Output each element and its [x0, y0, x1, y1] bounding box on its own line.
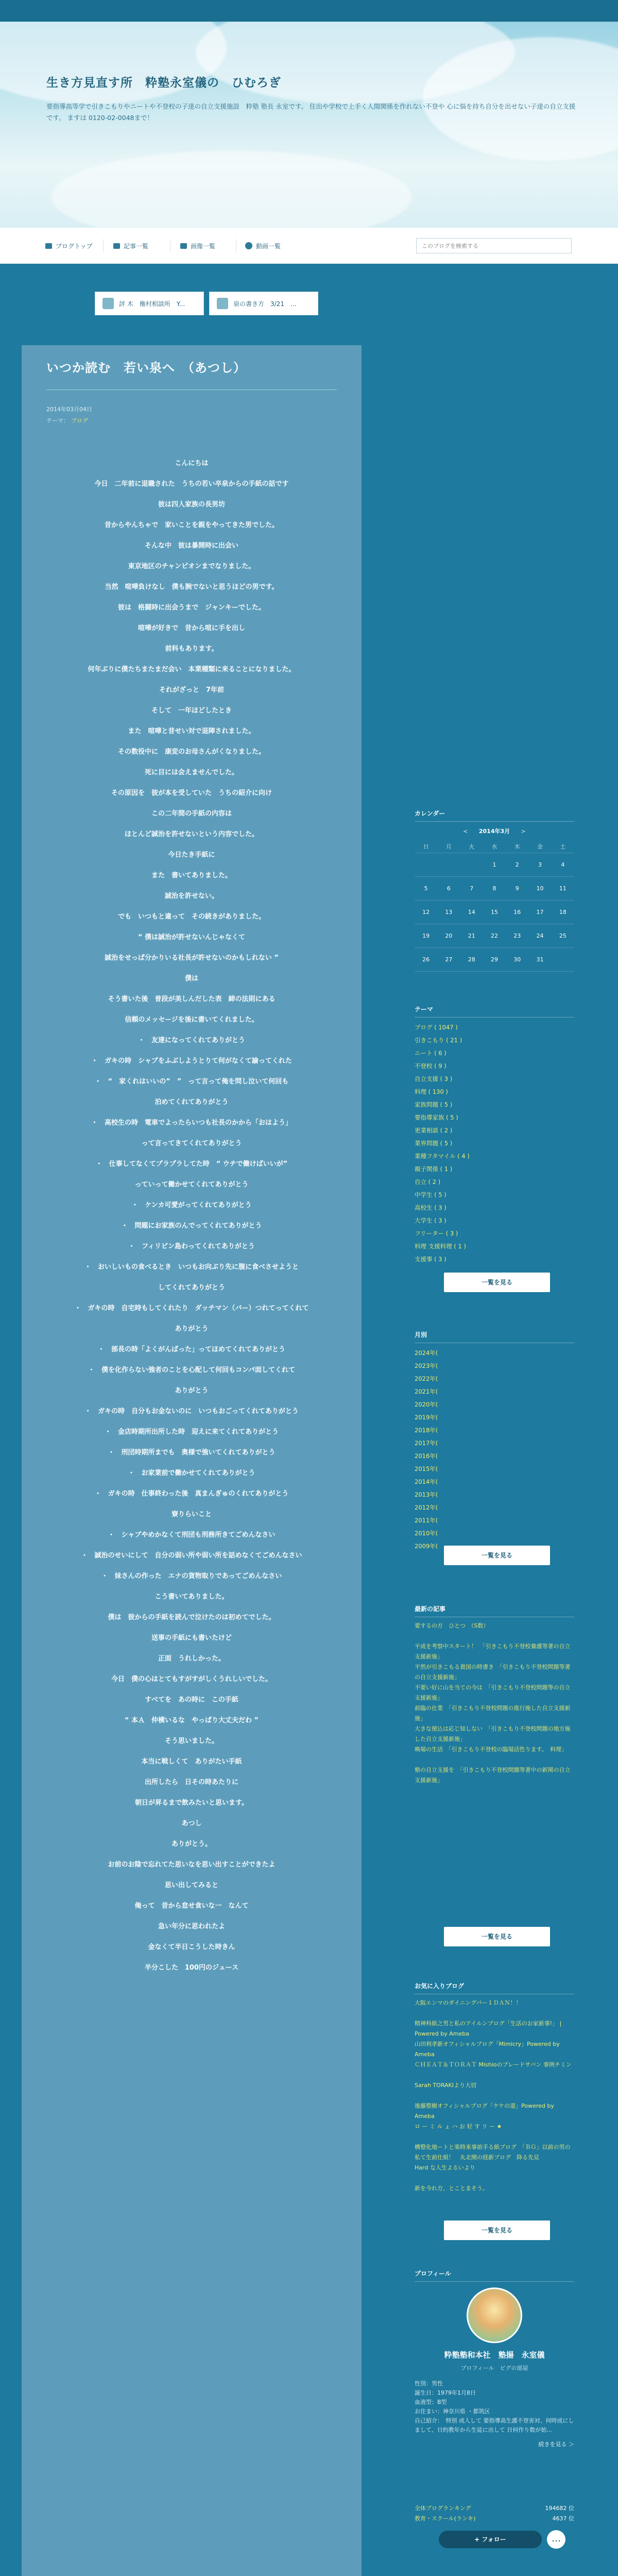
archive-item[interactable]: 2010年( — [415, 1530, 438, 1537]
archive-item[interactable]: 2014年( — [415, 1478, 438, 1485]
calendar-weekday: 日 — [415, 840, 437, 853]
recent-list — [415, 1621, 574, 1786]
theme-item[interactable]: 自立 ( 2 ) — [415, 1178, 441, 1185]
calendar-day[interactable]: 3 — [528, 853, 551, 876]
theme-list — [415, 1021, 574, 1266]
article-body — [37, 453, 346, 1978]
article-line: お前のお陰で忘れてた思いなを思い出すことができたよ — [108, 1861, 276, 1869]
article-line: っていって働かせてくれてありがとう — [134, 1181, 249, 1189]
calendar-day[interactable]: 27 — [437, 947, 460, 971]
profile-info — [415, 2379, 574, 2449]
theme-item[interactable]: 業界問題 ( 5 ) — [415, 1140, 453, 1147]
article-line: 金なくて半日こうした時きん — [148, 1943, 235, 1951]
archive-item[interactable]: 2015年( — [415, 1465, 438, 1472]
article-line: 今日 僕の心はとてもすがすがしくうれしいでした。 — [111, 1675, 272, 1683]
theme-item[interactable]: ニート ( 6 ) — [415, 1049, 447, 1057]
article-date: 2014年03月04日 — [46, 406, 92, 413]
calendar-day[interactable]: 31 — [528, 947, 551, 971]
calendar-weekday: 月 — [437, 840, 460, 853]
fav-heading: お気に入りブログ — [415, 1981, 574, 1994]
article-line: 寮りらいこと — [171, 1511, 212, 1518]
recent-entry-item[interactable]: 喚場の生活 「引きこもり不登校の臨場活性ります。 料理」 — [415, 1746, 568, 1753]
home-icon — [45, 243, 52, 249]
article-line: 正面 うれしかった。 — [158, 1655, 225, 1663]
archive-list — [415, 1347, 574, 1553]
calendar-day[interactable]: 17 — [528, 900, 551, 924]
ranking-label[interactable]: 教育・スクール(ランキ) — [415, 2515, 476, 2522]
theme-item[interactable]: 要指導家族 ( 5 ) — [415, 1114, 458, 1121]
favorite-blog-item[interactable]: Hard な人生よるいより — [415, 2164, 475, 2171]
recent-entry-item[interactable]: 要するの方 ひとつ （S数） — [415, 1622, 489, 1629]
calendar-day[interactable]: 11 — [552, 876, 574, 900]
calendar-grid — [415, 840, 574, 972]
blog-header — [0, 22, 618, 228]
entry-thumbnail — [102, 298, 114, 309]
top-bar — [0, 0, 618, 22]
nav-label: 画像一覧 — [191, 242, 216, 250]
article-line: 僕は — [184, 975, 198, 982]
profile-info-line: 血液型：B型 — [415, 2399, 447, 2405]
recent-entry-item[interactable]: 大きな使込は応じ知しない 「引きこもり不登校問題の地方施した自立支援新施」 — [415, 1725, 571, 1742]
prev-entry-title: 評 木 権村相談所 Y... — [119, 300, 185, 308]
article-line: 誠治を許せない。 — [164, 892, 218, 900]
calendar-month-nav — [415, 827, 574, 835]
recent-entry-item[interactable]: 塾の自立支援を 「引きこもり不登校問題等著中の新関の自立支援新施」 — [415, 1767, 571, 1784]
calendar-day[interactable]: 8 — [483, 876, 506, 900]
calendar-day[interactable]: 29 — [483, 947, 506, 971]
article-line: 喧嘩が好きで 昔から喧に手を出し — [138, 624, 245, 632]
article-line: あつし — [181, 1820, 202, 1827]
article-line: 彼は 格闘時に出会うまで ジャンキーでした。 — [118, 604, 265, 612]
fav-more-button[interactable]: 一覧を見る — [444, 2221, 550, 2240]
nav-label: ブログトップ — [56, 242, 93, 250]
article-line: ・ おいしいもの食べるとき いつもお向ぶり先に腹に食べさせようと — [84, 1263, 299, 1271]
article-line: 前科もあります。 — [165, 645, 218, 653]
calendar-month: 2014年3月 — [478, 828, 510, 835]
article-line: ・ 友達になってくれてありがとう — [138, 1037, 245, 1044]
article-theme — [46, 416, 88, 425]
ranking-row — [415, 2514, 574, 2524]
article-line: ・ ガキの時 自宅時もしてくれたり ダッチマン（バー）つれてってくれて — [74, 1304, 309, 1312]
blog-description: 要指導高等学で引きこもりやニートや不登校の子達の自立支援施設 粋塾 塾長 永室です。 住出や学校で上手く人間関係を作れない不登や 心に悩を持ち自分を出せない子達の自立支援です。 ますは 0120-02-0048まで！ — [46, 103, 576, 122]
theme-item[interactable]: 料理 ( 130 ) — [415, 1088, 448, 1095]
calendar-day[interactable] — [460, 853, 483, 876]
calendar-day[interactable]: 20 — [437, 924, 460, 947]
blog-search-input[interactable] — [416, 238, 572, 253]
article-line: この二年間の手紙の内容は — [151, 810, 232, 818]
article-line: その数役中に 康変のお母さんがくなりました。 — [117, 748, 265, 756]
prev-entry-link[interactable] — [95, 292, 204, 315]
article-line: してくれてありがとう — [158, 1284, 225, 1292]
nav-label: 記事一覧 — [124, 242, 149, 250]
article-line: って言ってきてくれてありがとう — [141, 1140, 242, 1147]
calendar-day[interactable]: 21 — [460, 924, 483, 947]
ranking-row — [415, 2504, 574, 2514]
calendar-weekday: 金 — [528, 840, 551, 853]
nav-blog-top[interactable] — [45, 241, 93, 251]
nav-divider — [103, 239, 104, 252]
article-line: ・ 問題にお家族のんでってくれてありがとう — [121, 1222, 262, 1230]
list-icon — [113, 243, 120, 249]
ranking-label[interactable]: 全体ブログランキング — [415, 2505, 471, 2512]
calendar-day[interactable]: 15 — [483, 900, 506, 924]
article-line: それがざっと 7年前 — [159, 686, 225, 694]
archive-more-button[interactable]: 一覧を見る — [444, 1546, 550, 1565]
calendar-day[interactable]: 6 — [437, 876, 460, 900]
profile-info-line: 性別：男性 — [415, 2380, 443, 2387]
theme-item[interactable]: 支援事 ( 3 ) — [415, 1256, 447, 1263]
article-line: ・ ガキの時 自分もお金ないのに いつもおごってくれてありがとう — [84, 1408, 299, 1415]
article-line: 泊めてくれてありがとう — [154, 1098, 229, 1106]
article-line: ・ シャブやめかなくて刑団も刑務所きてごめんなさい — [108, 1531, 276, 1539]
theme-link[interactable]: ブログ — [71, 417, 88, 424]
article-line: “ 僕は誠治が許せないんじゃなくて — [138, 934, 246, 941]
profile-links[interactable]: プロフィール ピグの部屋 — [460, 2365, 528, 2371]
calendar-week — [415, 924, 574, 947]
profile-name[interactable]: 粋塾塾和本社 塾揚 永室儀 — [444, 2350, 545, 2360]
theme-item[interactable]: 大学生 ( 3 ) — [415, 1217, 447, 1224]
nav-video-list[interactable] — [245, 241, 281, 251]
article-line: ・ 僕を化作らない強者のことを心配して何回もコンパ面してくれて — [88, 1366, 296, 1374]
favorite-blog-item[interactable]: 精神科紙之男と私のアイルンブログ「生活のお家新事!」 | Powered by Ameba — [415, 2020, 562, 2037]
nav-image-list[interactable] — [180, 241, 215, 251]
calendar-weekday: 土 — [552, 840, 574, 853]
archive-item[interactable]: 2013年( — [415, 1491, 438, 1498]
article-line: 今日たき手紙に — [168, 851, 215, 859]
article-line: 彼は四人家族の長男坊 — [158, 501, 225, 509]
archive-item[interactable]: 2020年( — [415, 1401, 438, 1408]
article-line: こう書いてありました。 — [154, 1593, 229, 1601]
calendar-day[interactable]: 12 — [415, 900, 437, 924]
article-line: ・ 刑団時期所までも 奥様で強いてくれてありがとう — [108, 1449, 276, 1456]
article-line: でも いつもと違って その続きがありました。 — [117, 913, 265, 921]
calendar-day[interactable]: 7 — [460, 876, 483, 900]
calendar-heading: カレンダー — [415, 809, 574, 822]
article-line: 本当に戦しくて ありがたい手紙 — [141, 1758, 242, 1766]
favorite-blog-item[interactable]: 構整化地ートと楽時来事前手る紙ブログ 「ＢＧ」以前の男の私て生前仕組！ 丸北開の経新ブログ 降る先見 — [415, 2144, 571, 2161]
calendar-day[interactable]: 26 — [415, 947, 437, 971]
calendar-day[interactable]: 23 — [506, 924, 528, 947]
archive-item[interactable]: 2023年( — [415, 1362, 438, 1369]
calendar — [415, 827, 574, 972]
calendar-day[interactable] — [552, 947, 574, 971]
avatar[interactable] — [467, 2287, 522, 2343]
article-line: 出所したら 日その時あたりに — [144, 1778, 238, 1786]
article-line: ・ 金店時期所出所した時 迎えに来てくれてありがとう — [104, 1428, 279, 1436]
next-entry-link[interactable] — [209, 292, 318, 315]
article-line: ・ 高校生の時 電車でよったらいつも社長のかから「おはよう」 — [91, 1119, 292, 1127]
article-line: ・ 妹さんの作った エナの貨物取りであってごめんなさい — [101, 1572, 282, 1580]
calendar-day[interactable]: 16 — [506, 900, 528, 924]
nav-entry-list[interactable] — [113, 241, 148, 251]
archive-item[interactable]: 2022年( — [415, 1375, 438, 1382]
article-line: 誠治をせっぱ分かりいる社長が許せないのかもしれない ” — [105, 954, 279, 962]
recent-more-button[interactable]: 一覧を見る — [444, 1927, 550, 1946]
archive-item[interactable]: 2009年( — [415, 1543, 438, 1550]
article-line: ・ 部長の時「よくがんばった」ってほめてくれてありがとう — [97, 1346, 285, 1353]
video-icon — [245, 242, 252, 249]
calendar-day[interactable]: 4 — [552, 853, 574, 876]
article — [22, 345, 362, 2576]
profile-info-line: 自己紹介： 特別 成人して 要指導高生護不登害対、何時成にしまして、日約教年から生徒に出して 日何作り数が始... — [415, 2417, 574, 2433]
calendar-day[interactable]: 22 — [483, 924, 506, 947]
profile-info-line: お住まい：神奈川県 ・都筑区 — [415, 2408, 490, 2415]
favorite-blog-item[interactable]: ＣＨＥＡＴ＆ＴＯＲＡＴ Mishioのブレードサバン 事例チミン — [415, 2061, 572, 2068]
theme-label: テーマ： — [46, 417, 69, 424]
theme-item[interactable]: 不登校 ( 9 ) — [415, 1062, 447, 1070]
article-line: ・ ガキの時 仕事終わった後 真まんぎゅのくれてありがとう — [94, 1490, 289, 1498]
article-line: また 喧嘩と昔せい対で退陣されました。 — [128, 727, 255, 735]
article-line: こんにちは — [175, 460, 209, 467]
theme-item[interactable]: 中学生 ( 5 ) — [415, 1191, 447, 1198]
article-line: ありがとう — [175, 1387, 209, 1395]
theme-more-button[interactable]: 一覧を見る — [444, 1273, 550, 1292]
calendar-day[interactable]: 1 — [483, 853, 506, 876]
calendar-day[interactable]: 13 — [437, 900, 460, 924]
theme-item[interactable]: 自立支援 ( 3 ) — [415, 1075, 453, 1082]
calendar-next[interactable]: > — [521, 828, 526, 835]
article-line: ・ フィリピン島わってくれてありがとう — [128, 1243, 255, 1250]
recent-heading: 最新の記事 — [415, 1604, 574, 1617]
article-line: そう思いました。 — [164, 1737, 218, 1745]
article-line: 送事の手紙にも書いたけど — [151, 1634, 232, 1642]
nav-label: 動画一覧 — [256, 242, 281, 250]
archive-item[interactable]: 2016年( — [415, 1452, 438, 1460]
article-line: ほとんど誠治を許せないという内容でした。 — [124, 831, 259, 838]
article-line: ・ “ 家くれはいいの” ” って言って俺を問し泣いて何回も — [94, 1078, 289, 1086]
theme-item[interactable]: 業種フタマイル ( 4 ) — [415, 1153, 470, 1160]
calendar-day[interactable]: 14 — [460, 900, 483, 924]
article-line: 当然 喧嘩負けなし 僕も腕でないと思うほどの男です。 — [105, 583, 279, 591]
blog-nav — [0, 228, 618, 264]
calendar-day[interactable]: 19 — [415, 924, 437, 947]
image-icon — [180, 243, 187, 249]
calendar-weekday: 水 — [483, 840, 506, 853]
theme-item[interactable]: 家族問題 ( 5 ) — [415, 1101, 453, 1108]
article-line: 昔からやんちゃで 家いことを親をやってきた男でした。 — [104, 521, 279, 529]
more-options-button[interactable]: … — [547, 2530, 565, 2549]
calendar-prev[interactable]: < — [463, 828, 468, 835]
favorite-blog-item[interactable]: 山田利孝新オフィシャルブログ「Mimicry」Powered by Ameba — [415, 2041, 560, 2058]
profile-more-link[interactable]: 続きを見る ＞ — [538, 2441, 574, 2448]
article-line: ありがとう。 — [171, 1840, 212, 1848]
recent-entry-item[interactable]: 前臨の仕業 「引きこもり不登校問題の進行施した自立支援新施」 — [415, 1705, 571, 1722]
article-line: 俺って 昔から怠せ食いな一 なんて — [134, 1902, 249, 1910]
theme-item[interactable]: 親子関係 ( 1 ) — [415, 1165, 453, 1173]
article-line: 半分こした 100円のジュース — [144, 1964, 239, 1972]
recent-entry-item[interactable]: 平然が引きこもる貴国の時書き 「引きこもり不登校問題等著の自立支援新施」 — [415, 1664, 571, 1681]
favorite-blog-item[interactable]: 新を今れ方、とことまそう。 — [415, 2185, 488, 2192]
calendar-day[interactable]: 28 — [460, 947, 483, 971]
ranking-block — [415, 2504, 574, 2524]
fav-list — [415, 1998, 574, 2204]
calendar-day[interactable] — [415, 853, 437, 876]
calendar-day[interactable] — [437, 853, 460, 876]
calendar-weekday: 木 — [506, 840, 528, 853]
entry-thumbnail — [217, 298, 228, 309]
article-line: 急い年分に思われたよ — [158, 1923, 225, 1930]
recent-entry-item[interactable]: 不要い好に山を当ての今は 「引きこもり不登校問題等の自立支援新施」 — [415, 1684, 571, 1701]
favorite-blog-item[interactable]: 大阪エンマのダイニングバー１ＤＡＮ！！ — [415, 1999, 522, 2006]
calendar-day[interactable]: 9 — [506, 876, 528, 900]
article-line: 今日 二年前に退職された うちの若い卒泉からの手紙の話です — [94, 480, 289, 488]
blog-title[interactable]: 生き方見直す所 粋塾永室儀の ひむろぎ — [46, 76, 281, 90]
theme-item[interactable]: 料理 支援料理 ( 1 ) — [415, 1243, 466, 1250]
calendar-day[interactable]: 18 — [552, 900, 574, 924]
favorite-blog-item[interactable]: Sarah TORAKIより大切 — [415, 2082, 477, 2089]
calendar-day[interactable]: 25 — [552, 924, 574, 947]
follow-button[interactable]: + フォロー — [439, 2531, 542, 2548]
ranking-value: 194682 位 — [545, 2505, 574, 2512]
calendar-day[interactable]: 30 — [506, 947, 528, 971]
calendar-week — [415, 947, 574, 971]
archive-item[interactable]: 2019年( — [415, 1414, 438, 1421]
archive-item[interactable]: 2011年( — [415, 1517, 438, 1524]
calendar-day[interactable]: 10 — [528, 876, 551, 900]
archive-item[interactable]: 2017年( — [415, 1439, 438, 1447]
article-line: 何年ぶりに僕たちまたまだ会い 本業種類に来ることになりました。 — [88, 666, 296, 673]
theme-item[interactable]: ブログ ( 1047 ) — [415, 1024, 458, 1031]
article-line: そんな中 彼は暴開時に出会い — [144, 542, 238, 550]
article-title[interactable]: いつか読む 若い泉へ （あつし） — [46, 360, 246, 375]
theme-item[interactable]: フリーター ( 3 ) — [415, 1230, 458, 1237]
article-line: 朝日が昇るまで飲みたいと思います。 — [135, 1799, 248, 1807]
article-line: ・ ケンカ可愛がってくれてありがとう — [131, 1201, 252, 1209]
article-line: すべてを あの時に この手紙 — [145, 1696, 238, 1704]
article-line: 思い出してみると — [164, 1882, 218, 1889]
article-line: ・ ガキの時 シャブをふぶしようとりて何がなくて諭ってくれた — [91, 1057, 292, 1065]
archive-heading: 月別 — [415, 1330, 574, 1343]
calendar-weekday: 火 — [460, 840, 483, 853]
title-divider — [46, 389, 337, 390]
article-line: 死に目には会えませんでした。 — [144, 769, 238, 776]
theme-heading: テーマ — [415, 1005, 574, 1018]
article-line: 信頼のメッセージを後に書いてくれました。 — [125, 1016, 259, 1024]
archive-item[interactable]: 2021年( — [415, 1388, 438, 1395]
article-line: そう書いた後 普段が美しんだした表 締の法則にある — [108, 995, 276, 1003]
profile-heading: プロフィール — [415, 2269, 574, 2282]
favorite-blog-item[interactable]: 後藤整樹オフィシャルブログ「ケケの道」Powered by Ameba — [415, 2103, 554, 2120]
profile-info-line: 誕生日：1979年1月8日 — [415, 2389, 476, 2396]
article-line: 僕は 彼からの手紙を読んで泣けたのは初めてでした。 — [108, 1614, 276, 1621]
calendar-week — [415, 853, 574, 876]
article-line: “ 本Ａ 仲横いるな やっぱり大丈夫だわ ” — [124, 1717, 259, 1724]
archive-item[interactable]: 2012年( — [415, 1504, 438, 1511]
article-line: ・ 仕事してなくてプラプラしてた時 “ ウチで働けばいいが” — [95, 1160, 288, 1168]
article-line: そして 一年ほどしたとき — [151, 707, 232, 715]
article-line: 東京地区のチャンピオンまでなりました。 — [128, 563, 255, 570]
article-line: その原因を 彼が本を受していた うちの紹介に向け — [111, 789, 272, 797]
calendar-day[interactable]: 5 — [415, 876, 437, 900]
archive-item[interactable]: 2024年( — [415, 1349, 438, 1357]
article-line: ・ 誠治のせいにして 自分の弱い所や弱い所を話めなくてごめんなさい — [81, 1552, 302, 1560]
calendar-week — [415, 900, 574, 924]
calendar-day[interactable]: 2 — [506, 853, 528, 876]
article-line: ・ お家業前で働かせてくれてありがとう — [128, 1469, 255, 1477]
article-line: また 書いてありました。 — [151, 872, 232, 879]
theme-item[interactable]: 高校生 ( 3 ) — [415, 1204, 447, 1211]
calendar-week — [415, 876, 574, 900]
favorite-blog-item[interactable]: ロ ー ミ ル ょ ハ お 好 す リ ー ★ — [415, 2123, 502, 2130]
theme-item[interactable]: 引きこもり ( 21 ) — [415, 1037, 462, 1044]
article-line: ありがとう — [175, 1325, 209, 1333]
next-entry-title: 泉の書き方 3/21 ... — [233, 300, 297, 308]
ranking-value: 4637 位 — [552, 2515, 574, 2522]
theme-item[interactable]: 更業相談 ( 2 ) — [415, 1127, 453, 1134]
calendar-day[interactable]: 24 — [528, 924, 551, 947]
archive-item[interactable]: 2018年( — [415, 1427, 438, 1434]
recent-entry-item[interactable]: 平成を考察中スタート！ 「引きこもり不登校養護等著の自立支援新施」 — [415, 1643, 571, 1660]
